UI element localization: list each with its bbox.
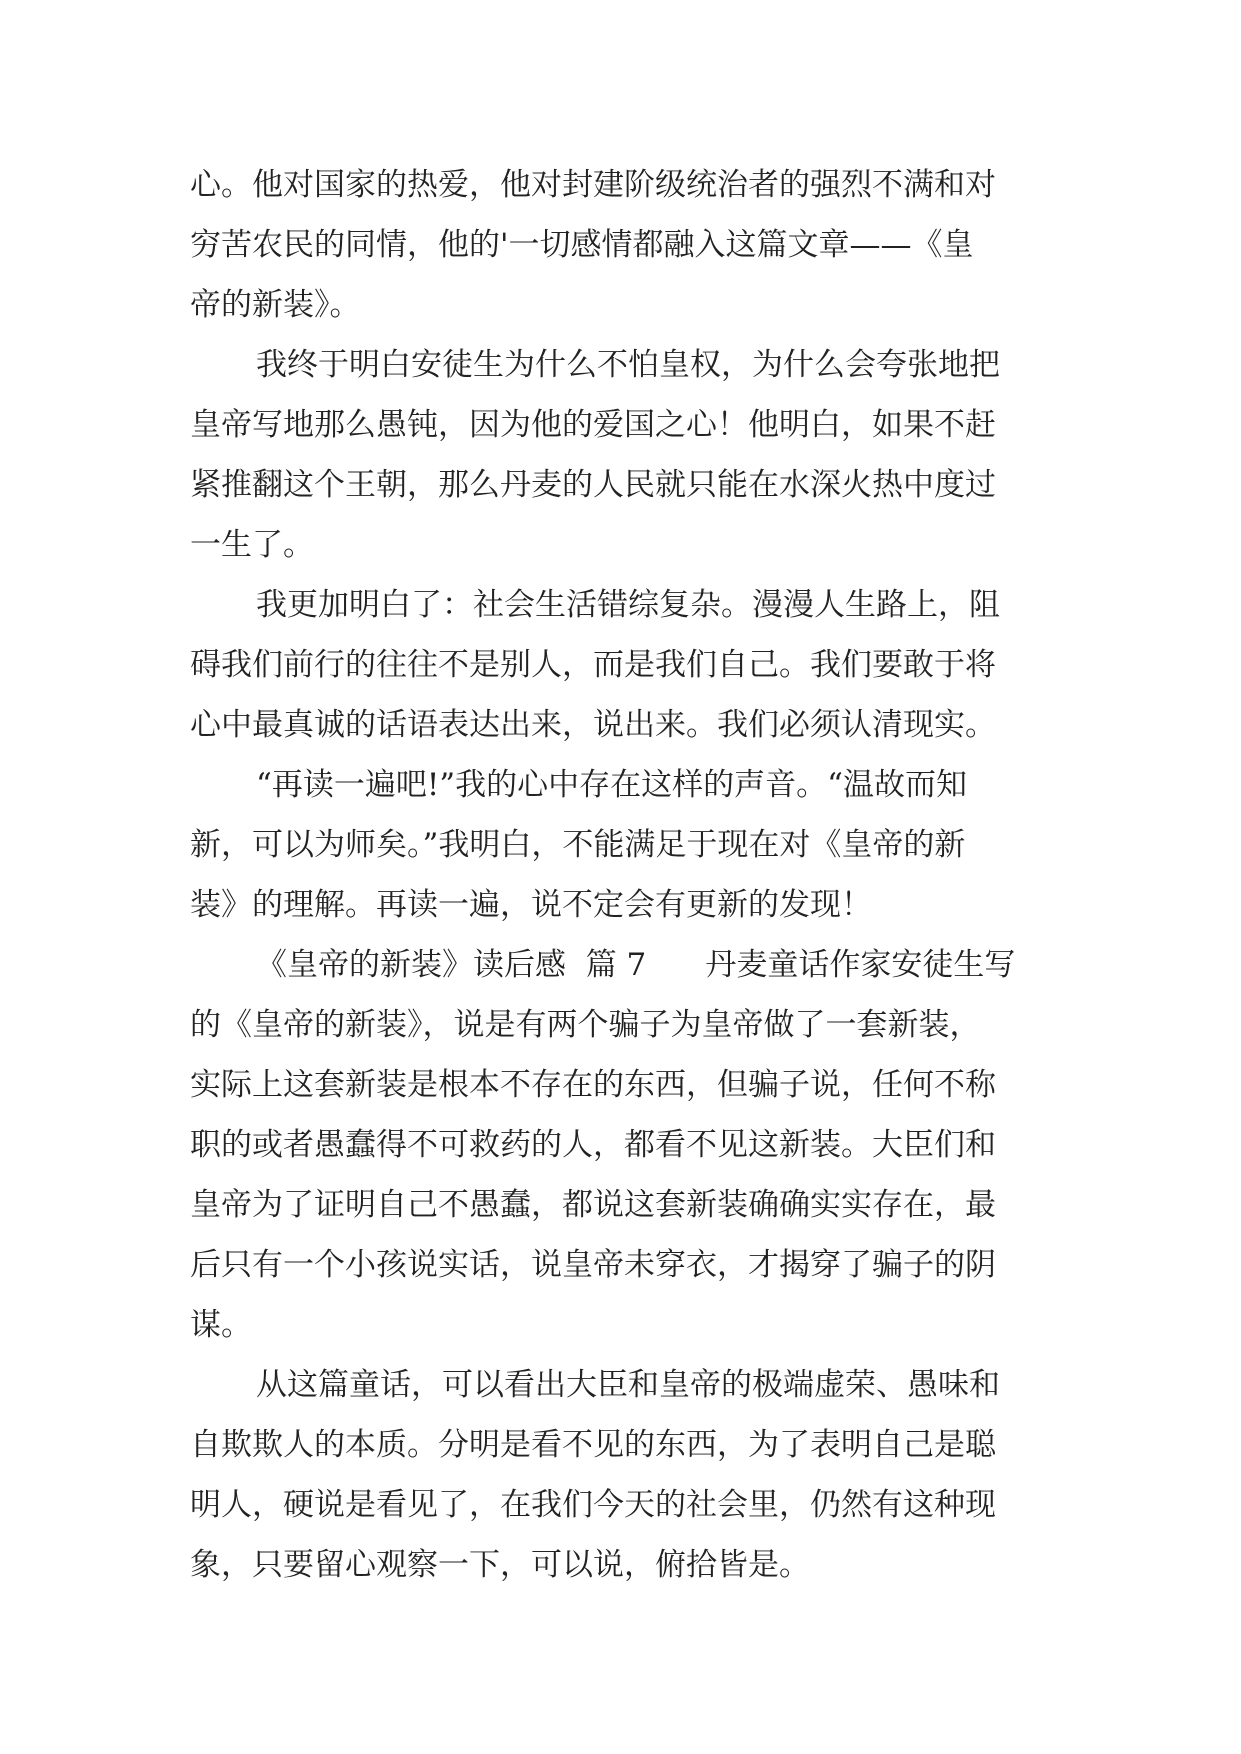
text-line: 谋。 xyxy=(190,1307,252,1343)
text-line: 明人，硬说是看见了，在我们今天的社会里，仍然有这种现 xyxy=(190,1487,996,1523)
text-line: 心中最真诚的话语表达出来，说出来。我们必须认清现实。 xyxy=(190,707,996,743)
text-line: 皇帝写地那么愚钝，因为他的爱国之心！他明白，如果不赶 xyxy=(190,407,996,443)
text-line: 象，只要留心观察一下，可以说，俯拾皆是。 xyxy=(190,1547,810,1583)
text-line: 的《皇帝的新装》，说是有两个骗子为皇帝做了一套新装， xyxy=(190,1007,981,1043)
text-line: 新，可以为师矣。”我明白，不能满足于现在对《皇帝的新 xyxy=(190,827,966,863)
text-line: 紧推翻这个王朝，那么丹麦的人民就只能在水深火热中度过 xyxy=(190,467,996,503)
paragraph-first-line: 从这篇童话，可以看出大臣和皇帝的极端虚荣、愚味和 xyxy=(256,1367,1000,1403)
text-line: 实际上这套新装是根本不存在的东西，但骗子说，任何不称 xyxy=(190,1067,996,1103)
text-line: 后只有一个小孩说实话，说皇帝未穿衣，才揭穿了骗子的阴 xyxy=(190,1247,996,1283)
text-line: 自欺欺人的本质。分明是看不见的东西，为了表明自己是聪 xyxy=(190,1427,996,1463)
text-line: 心。他对国家的热爱，他对封建阶级统治者的强烈不满和对 xyxy=(190,167,996,203)
text-line: 碍我们前行的往往不是别人，而是我们自己。我们要敢于将 xyxy=(190,647,996,683)
paragraph-first-line: “再读一遍吧!”我的心中存在这样的声音。“温故而知 xyxy=(256,767,967,803)
section-heading-line: 《皇帝的新装》读后感 篇 7 丹麦童话作家安徒生写 xyxy=(256,947,1016,983)
text-line: 装》的理解。再读一遍，说不定会有更新的发现！ xyxy=(190,887,872,923)
text-line: 一生了。 xyxy=(190,527,314,563)
text-line: 皇帝为了证明自己不愚蠢，都说这套新装确确实实存在，最 xyxy=(190,1187,996,1223)
text-line: 穷苦农民的同情，他的'一切感情都融入这篇文章——《皇 xyxy=(190,227,974,263)
paragraph-first-line: 我终于明白安徒生为什么不怕皇权，为什么会夸张地把 xyxy=(256,347,1000,383)
article-body xyxy=(190,155,1060,1595)
text-line: 帝的新装》。 xyxy=(190,287,361,323)
text-line: 职的或者愚蠢得不可救药的人，都看不见这新装。大臣们和 xyxy=(190,1127,996,1163)
paragraph-first-line: 我更加明白了：社会生活错综复杂。漫漫人生路上，阻 xyxy=(256,587,1000,623)
